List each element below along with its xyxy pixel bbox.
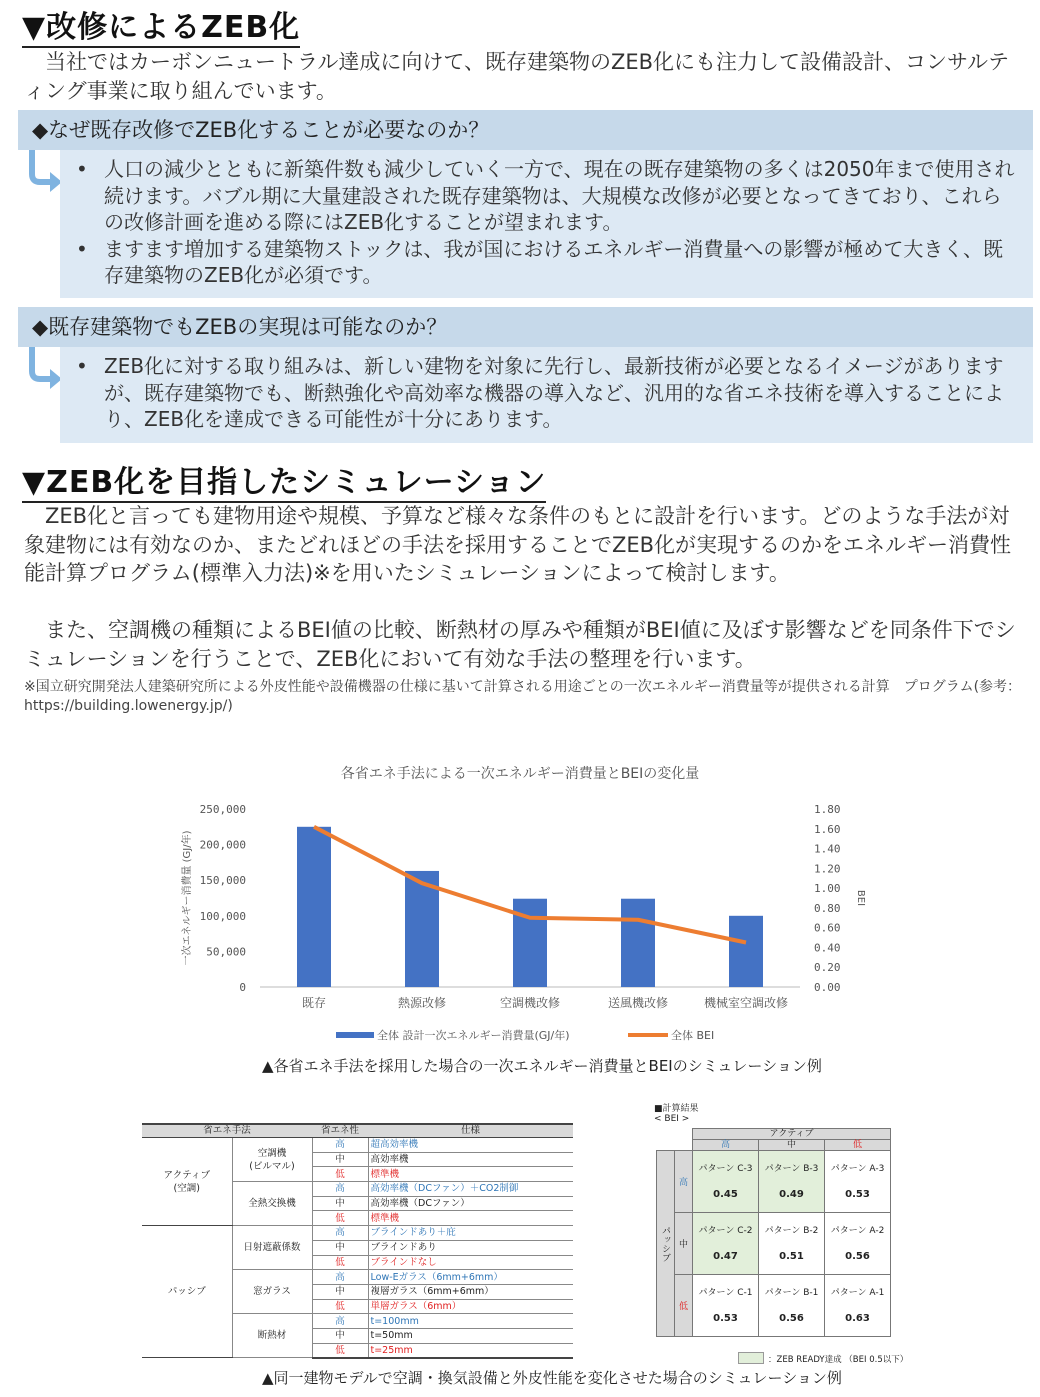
spec-level: 中	[312, 1240, 368, 1255]
pattern-label: パターン C-2	[698, 1225, 753, 1236]
results-title: ■計算結果	[654, 1104, 699, 1114]
y2-tick-label: 0.20	[814, 961, 841, 975]
spec-row	[142, 1138, 573, 1153]
pattern-label: パターン B-3	[764, 1163, 819, 1174]
pattern-label: パターン B-2	[764, 1225, 819, 1236]
spec-detail: ブラインドあり	[368, 1240, 573, 1255]
spec-level: 低	[312, 1255, 368, 1270]
spec-detail: t=25mm	[368, 1343, 573, 1358]
active-level-header: 高	[693, 1140, 759, 1151]
spec-level: 高	[312, 1270, 368, 1285]
spec-detail: 標準機	[368, 1211, 573, 1226]
y-axis-label: 一次エネルギー消費量 (GJ/年)	[182, 830, 193, 966]
legend-swatch-energy	[336, 1032, 374, 1038]
passive-level-header: 低	[675, 1275, 693, 1337]
spec-row	[142, 1226, 573, 1241]
spec-level: 低	[312, 1343, 368, 1358]
section-title-zeb-renovation: ▼改修によるZEB化	[22, 10, 300, 48]
spec-detail: ブラインドなし	[368, 1255, 573, 1270]
spec-method: 空調機 (ビルマル)	[232, 1138, 312, 1182]
spec-method: 断熱材	[232, 1314, 312, 1358]
question-banner-possible: ◆既存建築物でもZEBの実現は可能なのか？	[18, 307, 1033, 347]
x-tick-label: 空調機改修	[499, 996, 561, 1010]
spec-detail: 高効率機（DCファン）＋CO2制御	[368, 1182, 573, 1197]
y-tick-label: 200,000	[199, 838, 246, 852]
pattern-label: パターン A-1	[830, 1287, 885, 1298]
answer-list	[60, 347, 1033, 433]
spec-detail: 超高効率機	[368, 1138, 573, 1153]
question-banner-why: ◆なぜ既存改修でZEB化することが必要なのか？	[18, 110, 1033, 150]
spec-detail: 単層ガラス（6mm）	[368, 1299, 573, 1314]
simulation-paragraph-2: また、空調機の種類によるBEI値の比較、断熱材の厚みや種類がBEI値に及ぼす影響などを同条件下でシミュレーションを行うことで、ZEB化において有効な手法の整理を行います。	[24, 618, 1016, 671]
result-cell	[693, 1213, 759, 1275]
bei-value: 0.56	[845, 1250, 870, 1262]
passive-level-header: 中	[675, 1213, 693, 1275]
answer-item: • ますます増加する建築物ストックは、我が国におけるエネルギー消費量への影響が極めて大きく、既存建築物のZEB化が必須です。	[74, 236, 1015, 289]
chart-svg	[150, 755, 890, 1055]
y2-tick-label: 1.20	[814, 862, 841, 876]
bei-value: 0.53	[845, 1188, 870, 1200]
y-tick-label: 250,000	[199, 803, 246, 816]
results-subtitle: < BEI >	[654, 1114, 690, 1124]
pattern-label: パターン B-1	[764, 1287, 819, 1298]
results-table	[656, 1128, 891, 1337]
spec-header-method: 省エネ手法	[142, 1124, 312, 1138]
spec-level: 中	[312, 1196, 368, 1211]
spec-detail: t=100mm	[368, 1314, 573, 1329]
spec-level: 低	[312, 1299, 368, 1314]
section-title-simulation: ▼ZEB化を目指したシミュレーション	[22, 465, 546, 503]
result-cell	[825, 1151, 891, 1213]
y2-tick-label: 1.60	[814, 822, 841, 836]
result-cell	[759, 1151, 825, 1213]
y-tick-label: 100,000	[199, 909, 246, 923]
pattern-label: パターン C-1	[698, 1287, 753, 1298]
bei-value: 0.45	[713, 1188, 738, 1200]
pattern-label: パターン A-2	[830, 1225, 885, 1236]
simulation-paragraph-1: ZEB化と言っても建物用途や規模、予算など様々な条件のもとに設計を行います。どのような手法が対象建物には有効なのか、またどれほどの手法を採用することでZEB化が実現するのかをエネルギー消費性能計算プログラム(標準入力法)※を用いたシミュレーションによって検討します。	[24, 504, 1012, 585]
spec-table	[142, 1123, 573, 1359]
passive-level-header: 高	[675, 1151, 693, 1213]
spec-header-spec: 仕様	[368, 1124, 573, 1138]
y-tick-label: 50,000	[206, 945, 246, 959]
zeb-ready-swatch	[738, 1352, 764, 1364]
bar-energy	[621, 899, 655, 987]
footnote: ※国立研究開発法人建築研究所による外皮性能や設備機器の仕様に基いて計算される用途ごとの一次エネルギー消費量等が提供される計算 プログラム(参考：https://building.lowenergy.jp/)	[24, 679, 1022, 714]
spec-detail: Low-Eガラス（6mm+6mm）	[368, 1270, 573, 1285]
result-cell	[825, 1213, 891, 1275]
spec-detail: 高効率機（DCファン）	[368, 1196, 573, 1211]
x-tick-label: 機械室空調改修	[703, 996, 789, 1010]
y2-tick-label: 0.00	[814, 981, 841, 994]
y-tick-label: 150,000	[199, 874, 246, 888]
y2-axis-label: BEI	[855, 889, 866, 907]
active-header: アクティブ	[693, 1129, 891, 1140]
spec-detail: t=50mm	[368, 1328, 573, 1343]
y2-tick-label: 1.00	[814, 882, 841, 896]
spec-level: 低	[312, 1167, 368, 1182]
answer-box-why	[60, 150, 1033, 298]
spec-detail: 標準機	[368, 1167, 573, 1182]
legend-label-bei: 全体 BEI	[671, 1029, 715, 1042]
spec-level: 中	[312, 1152, 368, 1167]
bei-value: 0.56	[779, 1312, 804, 1324]
bei-results	[654, 1104, 909, 1374]
spec-level: 中	[312, 1284, 368, 1299]
bei-value: 0.63	[845, 1312, 870, 1324]
spec-level: 低	[312, 1211, 368, 1226]
result-cell	[825, 1275, 891, 1337]
spec-level: 高	[312, 1182, 368, 1197]
spec-method: 全熱交換機	[232, 1182, 312, 1226]
bei-value: 0.49	[779, 1188, 804, 1200]
bei-value: 0.51	[779, 1250, 804, 1262]
answer-box-possible	[60, 347, 1033, 443]
spec-category: アクティブ (空調)	[142, 1138, 232, 1226]
y-tick-label: 0	[239, 981, 246, 994]
x-tick-label: 既存	[301, 996, 327, 1010]
y2-tick-label: 0.60	[814, 921, 841, 935]
answer-item: • 人口の減少とともに新築件数も減少していく一方で、現在の既存建築物の多くは2050年まで使用され続けます。バブル期に大量建設された既存建築物は、大規模な改修が必要となってきており、これらの改修計画を進める際にはZEB化することが望まれます。	[74, 156, 1015, 236]
spec-level: 高	[312, 1314, 368, 1329]
spec-category: パッシブ	[142, 1226, 232, 1358]
y2-tick-label: 1.40	[814, 842, 841, 856]
spec-detail: 高効率機	[368, 1152, 573, 1167]
legend-label-energy: 全体 設計一次エネルギー消費量(GJ/年)	[377, 1029, 570, 1042]
bar-energy	[729, 916, 763, 987]
y2-tick-label: 0.40	[814, 941, 841, 955]
bei-value: 0.53	[713, 1312, 738, 1324]
result-cell	[759, 1213, 825, 1275]
bei-value: 0.47	[713, 1250, 738, 1262]
pattern-label: パターン C-3	[698, 1163, 753, 1174]
spec-level: 高	[312, 1226, 368, 1241]
answer-list	[60, 150, 1033, 289]
spec-method: 日射遮蔽係数	[232, 1226, 312, 1270]
result-cell	[693, 1275, 759, 1337]
pattern-label: パターン A-3	[830, 1163, 885, 1174]
return-arrow-icon	[24, 347, 64, 393]
x-tick-label: 熱源改修	[397, 996, 447, 1010]
passive-header: パッシブ	[657, 1151, 675, 1337]
bar-energy	[297, 827, 331, 987]
spec-header-level: 省エネ性	[312, 1124, 368, 1138]
spec-method: 窓ガラス	[232, 1270, 312, 1314]
energy-bei-chart	[150, 755, 890, 1055]
result-cell	[759, 1275, 825, 1337]
result-cell	[693, 1151, 759, 1213]
spec-detail: 複層ガラス（6mm+6mm）	[368, 1284, 573, 1299]
corner-blank	[657, 1129, 693, 1151]
section-intro: 当社ではカーボンニュートラル達成に向けて、既存建築物のZEB化にも注力して設備設計、コンサルティング事業に取り組んでいます。	[24, 50, 1009, 103]
y2-tick-label: 1.80	[814, 803, 841, 816]
answer-item: • ZEB化に対する取り組みは、新しい建物を対象に先行し、最新技術が必要となるイメージがありますが、既存建築物でも、断熱強化や高効率な機器の導入など、汎用的な省エネ技術を導入することにより、ZEB化を達成できる可能性が十分にあります。	[74, 353, 1015, 433]
x-tick-label: 送風機改修	[607, 996, 669, 1010]
spec-detail: ブラインドあり＋庇	[368, 1226, 573, 1241]
tables-caption: ▲同一建物モデルで空調・換気設備と外皮性能を変化させた場合のシミュレーション例	[262, 1369, 842, 1387]
spec-level: 中	[312, 1328, 368, 1343]
active-level-header: 中	[759, 1140, 825, 1151]
active-level-header: 低	[825, 1140, 891, 1151]
zeb-ready-legend: ：ZEB READY達成 （BEI 0.5以下）	[768, 1355, 909, 1365]
spec-level: 高	[312, 1138, 368, 1153]
chart-title: 各省エネ手法による一次エネルギー消費量とBEIの変化量	[340, 766, 700, 782]
return-arrow-icon	[24, 150, 64, 196]
y2-tick-label: 0.80	[814, 901, 841, 915]
chart-caption: ▲各省エネ手法を採用した場合の一次エネルギー消費量とBEIのシミュレーション例	[262, 1057, 822, 1075]
